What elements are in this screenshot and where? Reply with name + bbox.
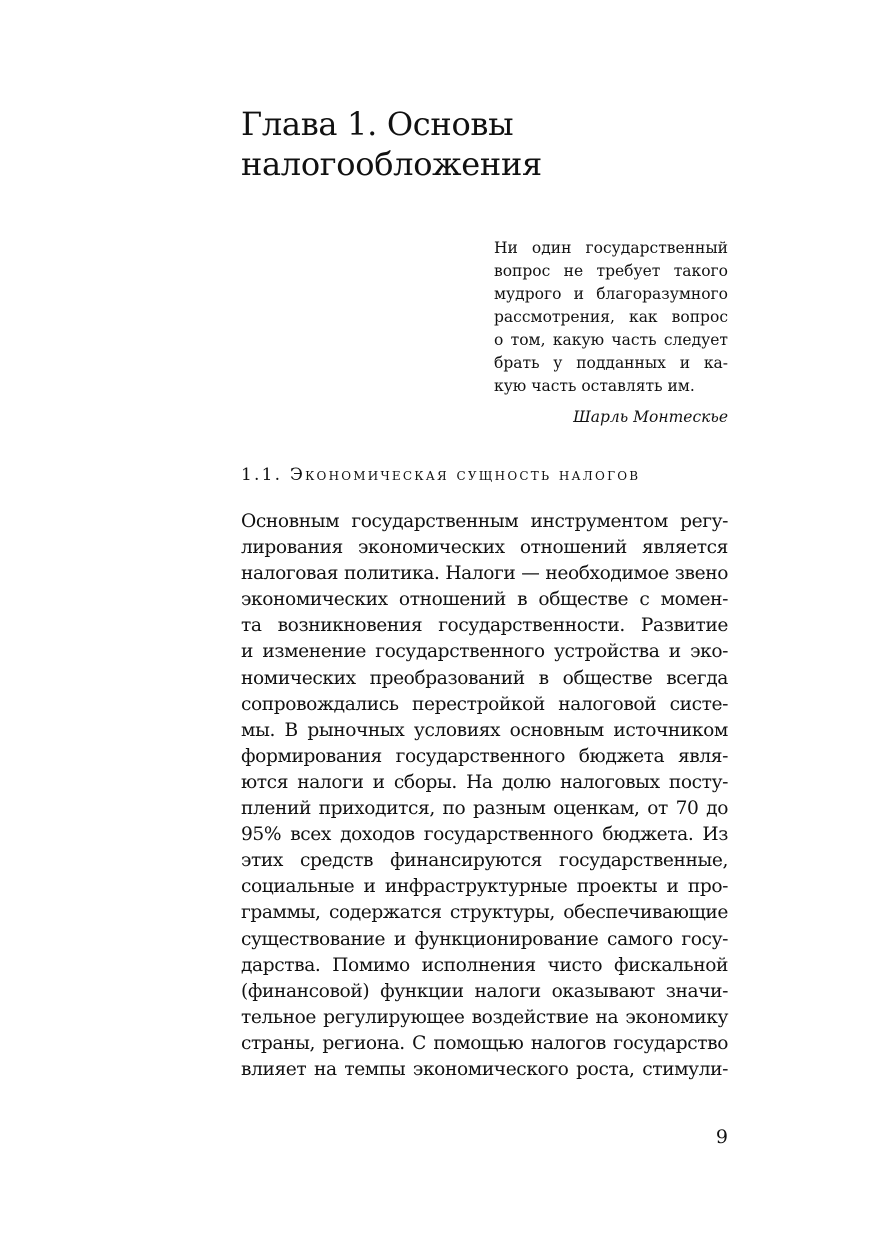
epigraph-line: мудрого и благоразумного	[494, 285, 728, 303]
body-line: граммы, содержатся структуры, обеспечивающие	[241, 902, 728, 924]
body-line: этих средств финансируются государственные,	[241, 850, 728, 872]
body-line: мы. В рыночных условиях основным источником	[241, 719, 728, 741]
body-line: и изменение государственного устройства и эко-	[241, 641, 728, 663]
epigraph-line: рассмотрения, как вопрос	[494, 308, 728, 326]
epigraph-line: вопрос не требует такого	[494, 262, 728, 280]
epigraph-line: Ни один государственный	[494, 239, 728, 257]
body-line: существование и функционирование самого госу-	[241, 928, 728, 950]
page-number: 9	[715, 1126, 728, 1148]
body-line: 95% всех доходов государственного бюджета. Из	[241, 824, 728, 846]
body-line: сопровождались перестройкой налоговой систе-	[241, 693, 728, 715]
chapter-title-line: Глава 1. Основы	[241, 105, 514, 143]
body-line: номических преобразований в обществе всегда	[241, 667, 728, 689]
body-line: ются налоги и сборы. На долю налоговых посту-	[241, 771, 728, 793]
epigraph-author: Шарль Монтескье	[573, 408, 728, 426]
section-title: Экономическая сущность налогов	[289, 465, 641, 485]
epigraph	[494, 237, 728, 429]
body-line: налоговая политика. Налоги — необходимое звено	[241, 563, 728, 585]
body-line: (финансовой) функции налоги оказывают значи-	[241, 980, 728, 1002]
body-line: формирования государственного бюджета явля-	[241, 745, 728, 767]
body-line: та возникновения государственности. Развитие	[241, 615, 728, 637]
body-line: социальные и инфраструктурные проекты и про-	[241, 876, 728, 898]
section-number: 1.1.	[241, 465, 283, 485]
body-line: тельное регулирующее воздействие на экономику	[241, 1006, 728, 1028]
body-line: влияет на темпы экономического роста, стимули-	[241, 1058, 728, 1080]
body-line: экономических отношений в обществе с момен-	[241, 589, 728, 611]
epigraph-line: брать у подданных и ка-	[494, 354, 728, 372]
chapter-title	[241, 104, 741, 184]
epigraph-line: о том, какую часть следует	[494, 331, 728, 349]
epigraph-line: кую часть оставлять им.	[494, 377, 695, 395]
chapter-title-line: налогообложения	[241, 145, 542, 183]
body-line: дарства. Помимо исполнения чисто фискальной	[241, 954, 728, 976]
body-line: лирования экономических отношений является	[241, 537, 728, 559]
body-line: Основным государственным инструментом регу-	[241, 511, 728, 532]
body-line: плений приходится, по разным оценкам, от 70 до	[241, 798, 728, 820]
body-line: страны, региона. С помощью налогов государство	[241, 1032, 728, 1054]
section-heading	[241, 463, 741, 487]
body-text	[241, 509, 728, 1083]
